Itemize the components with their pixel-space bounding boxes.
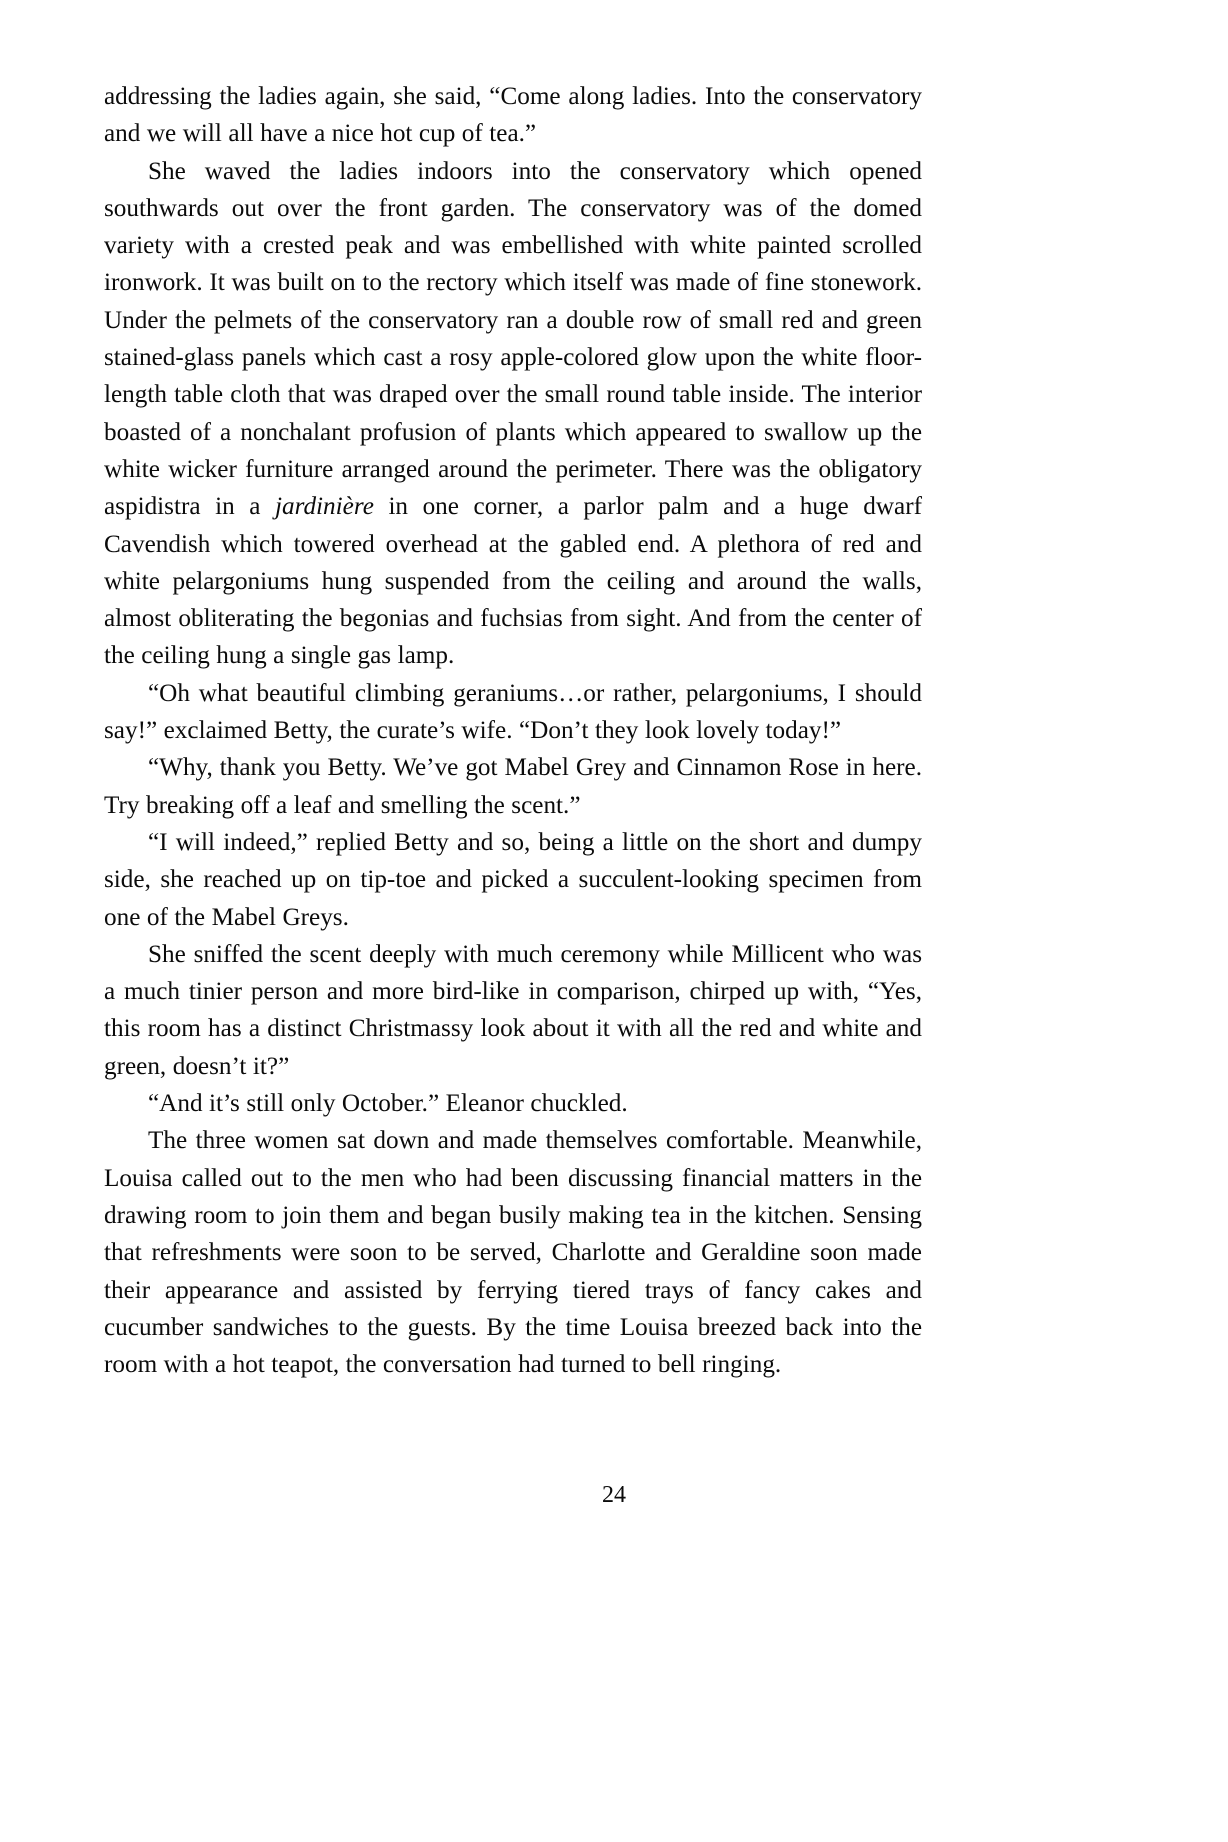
paragraph-2-part-before-italic: She waved the ladies indoors into the conservatory which opened southwards out over the front garden. The conservatory was of the domed variety with a crested peak and was embellished with white painted scrolled ironwork. It was built on to the rectory which itself was made of fine stonework. Under the pelmets of the conservatory ran a double row of small red and green stained-glass panels which cast a rosy apple-colored glow upon the white floor-length table cloth that was draped over the small round table inside. The interior boasted of a nonchalant profusion of plants which appeared to swallow up the white wicker furniture arranged around the perimeter. There was the obligatory aspidistra in a <box>104 157 922 521</box>
paragraph-7: “And it’s still only October.” Eleanor chuckled. <box>148 1090 628 1118</box>
page-number: 24 <box>602 1482 626 1508</box>
paragraph-2-part-after-italic: in one corner, a parlor palm and a huge dwarf Cavendish which towered overhead at the gabled end. A plethora of red and white pelargoniums hung suspended from the ceiling and around the walls, almost obliterating the begonias and fuchsias from sight. And from the center of the ceiling hung a single gas lamp. <box>104 493 923 670</box>
paragraph-3: “Oh what beautiful climbing geraniums…or rather, pelargoniums, I should say!” exclaimed Betty, the curate’s wife. “Don’t they look lovely today!” <box>104 679 922 745</box>
paragraph-1: addressing the ladies again, she said, “Come along ladies. Into the conservatory and we will all have a nice hot cup of tea.” <box>104 83 922 148</box>
paragraph-6: She sniffed the scent deeply with much ceremony while Millicent who was a much tinier person and more bird-like in comparison, chirped up with, “Yes, this room has a distinct Christmassy look about it with all the red and white and green, doesn’t it?” <box>104 940 922 1080</box>
paragraph-4: “Why, thank you Betty. We’ve got Mabel Grey and Cinnamon Rose in here. Try breaking off a leaf and smelling the scent.” <box>104 754 922 819</box>
paragraph-8: The three women sat down and made themselves comfortable. Meanwhile, Louisa called out to the men who had been discussing financial matters in the drawing room to join them and began busily making tea in the kitchen. Sensing that refreshments were soon to be served, Charlotte and Geraldine soon made their appearance and assisted by ferrying tiered trays of fancy cakes and cucumber sandwiches to the guests. By the time Louisa breezed back into the room with a hot teapot, the conversation had turned to bell ringing. <box>104 1127 922 1379</box>
italic-term-jardiniere: jardinière <box>275 493 374 521</box>
paragraph-5: “I will indeed,” replied Betty and so, being a little on the short and dumpy side, she reached up on tip-toe and picked a succulent-looking specimen from one of the Mabel Greys. <box>104 828 922 931</box>
paragraph-2 <box>104 153 922 675</box>
body-text-column <box>104 78 922 1383</box>
